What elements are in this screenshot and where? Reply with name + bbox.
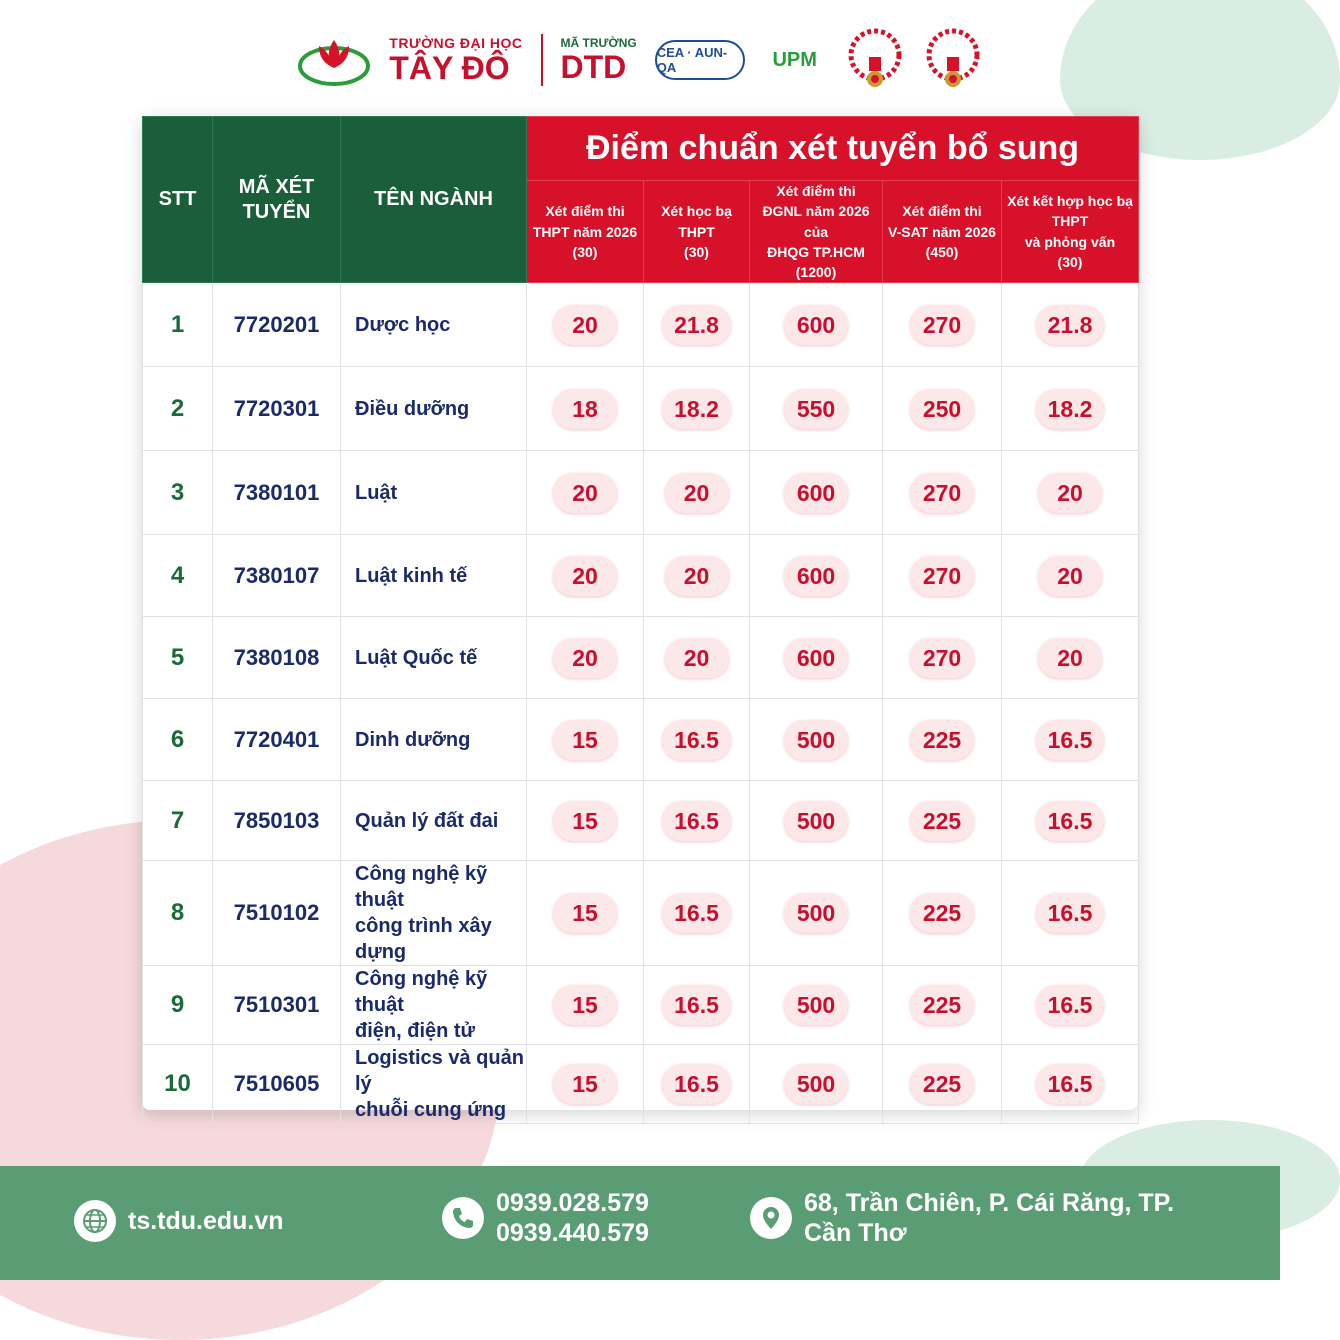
- column-header-code: [213, 117, 341, 283]
- major-name-line: Dinh dưỡng: [355, 728, 471, 751]
- column-header-method: [750, 181, 883, 283]
- school-code-label: MÃ TRƯỜNG: [560, 36, 637, 50]
- table-row: [143, 367, 1139, 451]
- score-cell: [644, 781, 750, 861]
- table-row: [143, 451, 1139, 535]
- medal-icon: [923, 27, 983, 93]
- column-header-method: [644, 181, 750, 283]
- score-cell: [644, 451, 750, 535]
- score-cell: [883, 617, 1002, 699]
- university-name: [389, 36, 522, 84]
- major-name-line: Quản lý đất đai: [355, 809, 499, 832]
- score-pill: 20: [1038, 638, 1102, 678]
- row-stt: 7: [143, 781, 213, 861]
- score-cell: [644, 966, 750, 1045]
- upm-logo: [763, 40, 827, 80]
- score-pill: 20: [553, 638, 617, 678]
- score-pill: 15: [553, 985, 617, 1025]
- method-line: (30): [1057, 254, 1083, 271]
- score-cell: [644, 1045, 750, 1124]
- row-code: 7510605: [213, 1045, 341, 1124]
- score-pill: 600: [784, 556, 848, 596]
- row-stt: 9: [143, 966, 213, 1045]
- score-cell: [750, 367, 883, 451]
- score-pill: 500: [784, 985, 848, 1025]
- score-cell: [750, 617, 883, 699]
- major-name-line: Luật kinh tế: [355, 564, 468, 587]
- score-pill: 16.5: [662, 1064, 731, 1104]
- row-code: 7720301: [213, 367, 341, 451]
- column-header-method: [883, 181, 1002, 283]
- table-row: [143, 617, 1139, 699]
- header-logos: [0, 22, 1280, 98]
- score-cell: [1002, 451, 1139, 535]
- row-stt: 2: [143, 367, 213, 451]
- globe-icon: [74, 1200, 116, 1242]
- table-row: [143, 535, 1139, 617]
- score-pill: 16.5: [662, 720, 731, 760]
- score-pill: 18: [553, 389, 617, 429]
- footer-website[interactable]: [74, 1200, 284, 1242]
- major-name-line: chuỗi cung ứng: [355, 1099, 507, 1122]
- score-pill: 500: [784, 1064, 848, 1104]
- score-cell: [527, 781, 644, 861]
- score-cell: [1002, 283, 1139, 367]
- score-pill: 500: [784, 801, 848, 841]
- method-line: ĐGNL năm 2026 của: [762, 203, 870, 240]
- score-cell: [750, 781, 883, 861]
- row-code: 7510301: [213, 966, 341, 1045]
- score-cell: [644, 861, 750, 966]
- row-major-name: [341, 781, 527, 861]
- row-major-name: [341, 451, 527, 535]
- score-cell: [750, 861, 883, 966]
- method-line: Xét điểm thi: [902, 203, 982, 220]
- score-pill: 225: [910, 985, 974, 1025]
- score-cell: [750, 966, 883, 1045]
- row-code: 7380101: [213, 451, 341, 535]
- score-cell: [527, 367, 644, 451]
- table-row: [143, 699, 1139, 781]
- score-cell: [1002, 1045, 1139, 1124]
- row-code: 7380107: [213, 535, 341, 617]
- score-pill: 20: [665, 556, 729, 596]
- method-line: (1200): [795, 264, 837, 281]
- row-major-name: [341, 367, 527, 451]
- score-cell: [527, 535, 644, 617]
- method-line: (450): [925, 243, 959, 260]
- divider: [541, 34, 543, 86]
- row-stt: 6: [143, 699, 213, 781]
- row-major-name: [341, 283, 527, 367]
- score-pill: 18.2: [662, 389, 731, 429]
- score-cell: [883, 283, 1002, 367]
- table-row: [143, 781, 1139, 861]
- score-cell: [883, 699, 1002, 781]
- upm-logo-text: UPM: [772, 48, 817, 71]
- method-line: Xét kết hợp học bạ THPT: [1007, 193, 1133, 230]
- score-pill: 16.5: [662, 893, 731, 933]
- footer-address: [750, 1188, 1174, 1248]
- score-cell: [750, 283, 883, 367]
- table-group-title: Điểm chuẩn xét tuyển bổ sung: [527, 117, 1139, 181]
- major-name-line: Logistics và quản lý: [355, 1047, 524, 1096]
- score-cell: [644, 699, 750, 781]
- row-major-name: [341, 861, 527, 966]
- score-pill: 225: [910, 893, 974, 933]
- major-name-line: Công nghệ kỹ thuật: [355, 863, 488, 912]
- score-pill: 16.5: [1036, 1064, 1105, 1104]
- major-name-line: công trình xây dựng: [355, 915, 492, 964]
- score-cell: [883, 367, 1002, 451]
- score-pill: 270: [910, 556, 974, 596]
- major-name-line: Luật: [355, 481, 398, 504]
- score-pill: 500: [784, 720, 848, 760]
- method-line: Xét học bạ: [661, 203, 732, 220]
- score-pill: 270: [910, 638, 974, 678]
- score-pill: 550: [784, 389, 848, 429]
- score-cell: [883, 1045, 1002, 1124]
- score-cell: [883, 781, 1002, 861]
- score-pill: 600: [784, 638, 848, 678]
- score-cell: [527, 1045, 644, 1124]
- score-pill: 15: [553, 1064, 617, 1104]
- row-stt: 5: [143, 617, 213, 699]
- score-pill: 16.5: [662, 801, 731, 841]
- score-pill: 20: [1038, 473, 1102, 513]
- method-line: THPT năm 2026: [532, 223, 638, 240]
- method-line: ĐHQG TP.HCM: [767, 243, 865, 260]
- score-cell: [1002, 535, 1139, 617]
- score-pill: 270: [910, 305, 974, 345]
- score-cell: [1002, 861, 1139, 966]
- score-pill: 225: [910, 801, 974, 841]
- row-code: 7510102: [213, 861, 341, 966]
- score-pill: 16.5: [1036, 985, 1105, 1025]
- column-header-code-label: MÃ XÉT TUYỂN: [238, 175, 315, 223]
- method-line: (30): [684, 243, 709, 260]
- score-pill: 16.5: [1036, 801, 1105, 841]
- major-name-line: Luật Quốc tế: [355, 646, 478, 669]
- score-pill: 225: [910, 1064, 974, 1104]
- score-cell: [750, 699, 883, 781]
- table-row: [143, 1045, 1139, 1124]
- score-cell: [883, 451, 1002, 535]
- phone-numbers: [496, 1188, 649, 1248]
- method-line: THPT: [678, 223, 715, 240]
- row-code: 7850103: [213, 781, 341, 861]
- score-cell: [644, 367, 750, 451]
- score-pill: 15: [553, 893, 617, 933]
- table-row: [143, 966, 1139, 1045]
- score-pill: 20: [1038, 556, 1102, 596]
- school-code: [561, 37, 637, 83]
- address-text: [804, 1188, 1174, 1248]
- score-cell: [527, 617, 644, 699]
- table-row: [143, 861, 1139, 966]
- medal-icon: [845, 27, 905, 93]
- table-row: [143, 283, 1139, 367]
- column-header-stt: STT: [143, 117, 213, 283]
- row-stt: 10: [143, 1045, 213, 1124]
- score-cell: [527, 966, 644, 1045]
- row-stt: 1: [143, 283, 213, 367]
- address-line: 68, Trần Chiên, P. Cái Răng, TP.: [804, 1189, 1175, 1217]
- method-line: (30): [572, 243, 598, 260]
- score-pill: 20: [553, 556, 617, 596]
- score-cell: [1002, 781, 1139, 861]
- university-logo-icon: [297, 32, 371, 88]
- phone-number: 0939.440.579: [496, 1219, 649, 1247]
- row-major-name: [341, 617, 527, 699]
- score-pill: 16.5: [1036, 720, 1105, 760]
- phone-icon: [442, 1197, 484, 1239]
- row-stt: 3: [143, 451, 213, 535]
- score-table-card: [142, 116, 1138, 1122]
- score-pill: 600: [784, 473, 848, 513]
- score-cell: [527, 699, 644, 781]
- score-pill: 20: [665, 638, 729, 678]
- score-pill: 16.5: [662, 985, 731, 1025]
- score-pill: 16.5: [1036, 893, 1105, 933]
- score-cell: [527, 283, 644, 367]
- website-text: ts.tdu.edu.vn: [128, 1207, 284, 1235]
- method-line: Xét điểm thi: [545, 203, 625, 220]
- location-pin-icon: [750, 1197, 792, 1239]
- score-cell: [750, 451, 883, 535]
- score-pill: 500: [784, 893, 848, 933]
- score-pill: 18.2: [1036, 389, 1105, 429]
- score-pill: 20: [553, 305, 617, 345]
- row-major-name: [341, 1045, 527, 1124]
- row-stt: 8: [143, 861, 213, 966]
- score-cell: [1002, 699, 1139, 781]
- school-code-value: DTD: [560, 49, 627, 85]
- score-pill: 21.8: [1036, 305, 1105, 345]
- score-cell: [644, 617, 750, 699]
- address-line: Cần Thơ: [804, 1219, 907, 1247]
- row-major-name: [341, 966, 527, 1045]
- method-line: và phỏng vấn: [1024, 233, 1116, 250]
- brand-main: TÂY ĐÔ: [389, 50, 510, 86]
- phone-number: 0939.028.579: [496, 1189, 649, 1217]
- score-cell: [644, 283, 750, 367]
- score-pill: 15: [553, 720, 617, 760]
- score-cell: [883, 861, 1002, 966]
- footer: [0, 1166, 1280, 1280]
- score-cell: [527, 861, 644, 966]
- score-cell: [750, 535, 883, 617]
- row-code: 7720201: [213, 283, 341, 367]
- score-pill: 20: [553, 473, 617, 513]
- score-pill: 20: [665, 473, 729, 513]
- footer-phone[interactable]: [442, 1188, 649, 1248]
- score-pill: 250: [910, 389, 974, 429]
- major-name-line: Công nghệ kỹ thuật: [355, 968, 488, 1017]
- score-cell: [750, 1045, 883, 1124]
- score-pill: 15: [553, 801, 617, 841]
- column-header-name: TÊN NGÀNH: [341, 117, 527, 283]
- major-name-line: Dược học: [355, 313, 451, 336]
- row-major-name: [341, 699, 527, 781]
- accreditation-logo: CEA · AUN-QA: [655, 40, 745, 80]
- score-pill: 270: [910, 473, 974, 513]
- major-name-line: điện, điện tử: [355, 1020, 476, 1043]
- major-name-line: Điều dưỡng: [355, 397, 470, 420]
- score-table: [142, 116, 1139, 1124]
- score-cell: [527, 451, 644, 535]
- score-pill: 225: [910, 720, 974, 760]
- score-cell: [883, 966, 1002, 1045]
- column-header-method: [527, 181, 644, 283]
- score-cell: [1002, 617, 1139, 699]
- method-line: V-SAT năm 2026: [888, 223, 996, 240]
- brand-top: TRƯỜNG ĐẠI HỌC: [389, 35, 523, 51]
- score-cell: [883, 535, 1002, 617]
- row-code: 7380108: [213, 617, 341, 699]
- score-cell: [1002, 966, 1139, 1045]
- row-code: 7720401: [213, 699, 341, 781]
- column-header-method: [1002, 181, 1139, 283]
- method-line: Xét điểm thi: [776, 183, 856, 199]
- row-major-name: [341, 535, 527, 617]
- row-stt: 4: [143, 535, 213, 617]
- score-pill: 600: [784, 305, 848, 345]
- score-cell: [1002, 367, 1139, 451]
- score-pill: 21.8: [662, 305, 731, 345]
- score-cell: [644, 535, 750, 617]
